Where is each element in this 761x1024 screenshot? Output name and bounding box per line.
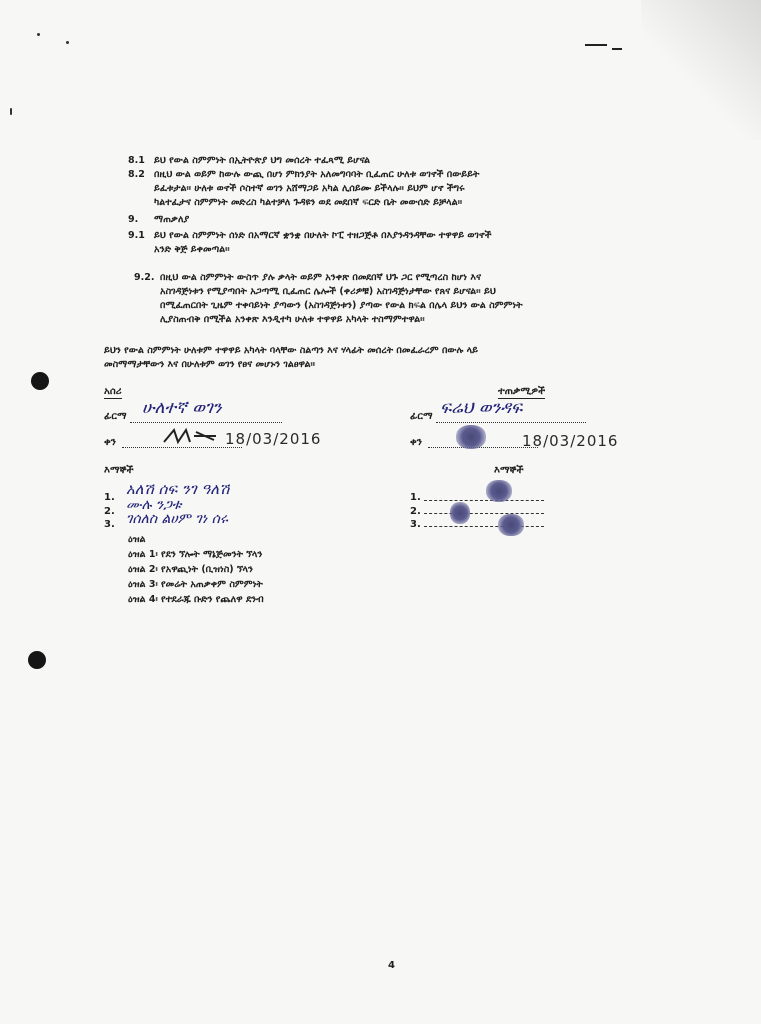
scan-speck <box>37 33 40 36</box>
clause-number: 9. <box>128 214 139 225</box>
witness-line <box>424 500 544 501</box>
employer-heading: አሰሪ <box>104 386 122 397</box>
beneficiary-date-label: ቀን <box>410 437 422 448</box>
witness-fingerprint <box>486 480 512 502</box>
closing-line: ይህን የውል ስምምነት ሁለቱም ተዋዋይ አካላት ባላቸው ስልጣን እና ሃላፊት መሰረት በመፈራረም በውሉ ላይ <box>104 345 478 356</box>
scan-mark <box>612 48 622 50</box>
scan-mark <box>585 44 607 46</box>
witness-number: 1. <box>104 492 115 503</box>
clause-line: በዚህ ውል ስምምነት ውስጥ ያሉ ቃላት ወይም አንቀጽ በመደበኛ ህጉ ጋር የሚጣረስ ከሆነ እና <box>160 272 481 283</box>
punch-hole-bottom <box>28 651 46 669</box>
clause-9-2 <box>134 271 684 329</box>
beneficiary-date: 18/03/2016 <box>522 432 619 450</box>
punch-hole-top <box>31 372 49 390</box>
witness-number: 3. <box>104 519 115 530</box>
clause-line: ይፈቱታል፡፡ ሁለቱ ወኖች ሶስተኛ ወገን አሸማጋይ አካል ሊሰይሙ ይችላሉ፡፡ ይህም ሆኖ ችግሩ <box>154 183 465 194</box>
employer-signature-label: ፊርማ <box>104 411 127 422</box>
witness-number: 3. <box>410 519 421 530</box>
annex-heading: ዕዝል <box>128 534 146 545</box>
scan-shadow <box>641 0 761 140</box>
witness-fingerprint <box>450 502 470 524</box>
employer-signature-line <box>130 422 282 423</box>
clause-9-1 <box>128 229 688 259</box>
witness-fingerprint <box>498 514 524 536</box>
witness-heading-left: እማኞች <box>104 465 134 476</box>
employer-stamp-scribble <box>160 426 220 448</box>
employer-date: 18/03/2016 <box>225 430 322 448</box>
beneficiary-heading: ተጠቃሚዎች <box>498 386 546 397</box>
beneficiary-signature: ፍሬህ ወንዳፍ <box>440 398 523 418</box>
clause-line: በዚህ ውል ወይም ከውሉ ውጪ በሆነ ምክንያት አለመግባባት ቢፈጠር ሁለቱ ወገኖች በውይይት <box>154 169 480 180</box>
closing-line: መስማማታቸውን እና በሁለቱም ወገን የፀና መሆኑን ገልፀዋል፡፡ <box>104 359 315 370</box>
clause-line: በሚፈጠርበት ጊዜም ተቀባይነት ያጣውን (አስገዳጅነቱን) ያጣው የውል ክፍል በሌላ ይህን ውል ስምምነት <box>160 300 523 311</box>
page-number: 4 <box>388 960 395 971</box>
clause-number: 8.1 <box>128 155 145 166</box>
clause-number: 8.2 <box>128 169 145 180</box>
witness-signature: ገሰለስ ልሀም ገነ ሰሩ <box>126 511 228 527</box>
scan-speck <box>66 41 69 44</box>
witness-signature: አለሽ ሰፍ ንገ ዓለሽ <box>126 480 230 498</box>
annex-item: ዕዝል 2፡ የአዋጪነት (ቢዝነስ) ኘላን <box>128 564 254 575</box>
clause-line: ይህ የውል ስምምነት በኢትዮጵያ ህግ መሰረት ተፈጻሚ ይሆናል <box>154 155 371 166</box>
clause-line: አስገዳጅነቱን የሚያጣበት አጋጣሚ ቢፈጠር ሌሎች (ቀሪዎቹ) አስገዳጅነታቸው የጸና ይሆናል፡፡ ይህ <box>160 286 496 297</box>
clause-8-2 <box>128 168 688 212</box>
beneficiary-signature-label: ፊርማ <box>410 411 433 422</box>
scan-speck <box>10 108 12 115</box>
clause-number: 9.1 <box>128 230 145 241</box>
witness-number: 1. <box>410 492 421 503</box>
annex-item: ዕዝል 4፡ የተደራጁ ቡድን የጨለዋ ደንብ <box>128 594 264 605</box>
witness-signature: ሙሉ ንጋቱ <box>126 497 182 513</box>
employer-date-label: ቀን <box>104 437 116 448</box>
clause-number: 9.2. <box>134 272 155 283</box>
witness-number: 2. <box>410 506 421 517</box>
witness-heading-right: እማኞች <box>494 465 524 476</box>
clause-line: ይህ የውል ስምምነት ሰነድ በአማርኛ ቋንቋ በሁለት ኮፒ ተዘጋጅቶ በእያንዳንዳቸው ተዋዋይ ወገኖች <box>154 230 492 241</box>
clause-line: ሊያስጠብቅ በሚችል አንቀጽ እንዲተካ ሁለቱ ተዋዋይ አካላት ተስማምተዋል፡፡ <box>160 314 425 325</box>
employer-signature: ሁለተኛ ወገን <box>142 398 222 418</box>
clause-line: ካልተፈታና ስምምነት መድረስ ካልተቻለ ጉዳዩን ወደ መደበኛ ፍርድ ቤት መውሰድ ይቻላል፡፡ <box>154 197 463 208</box>
witness-line <box>424 513 544 514</box>
section-title: ማጠቃለያ <box>154 214 190 225</box>
fingerprint-stamp <box>456 425 486 449</box>
annex-item: ዕዝል 1፡ የደን ኘሎት ማኔጅመንት ኘላን <box>128 549 263 560</box>
annex-item: ዕዝል 3፡ የመሬት አጠቃቀም ስምምነት <box>128 579 263 590</box>
closing-statement <box>104 344 694 374</box>
clause-line: አንድ ቅጅ ይቀመጣል፡፡ <box>154 244 230 255</box>
witness-line <box>424 526 544 527</box>
beneficiary-signature-line <box>436 422 586 423</box>
witness-number: 2. <box>104 506 115 517</box>
